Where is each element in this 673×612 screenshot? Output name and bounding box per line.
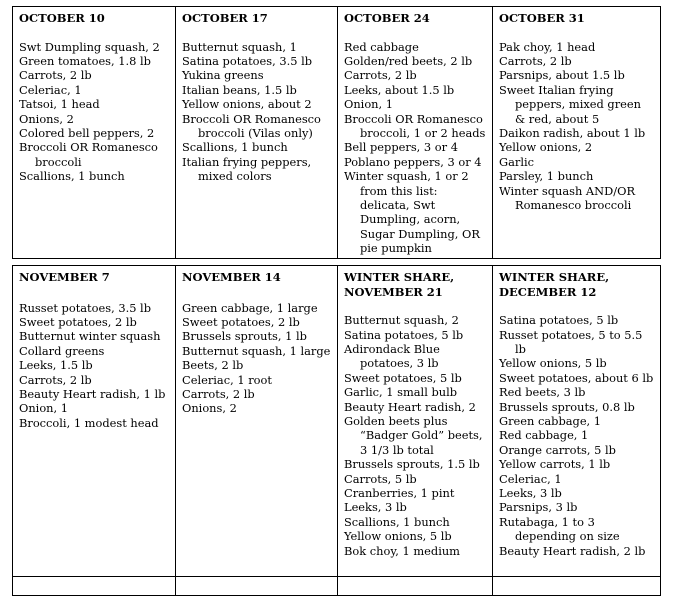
produce-item: Colored bell peppers, 2: [19, 126, 155, 141]
produce-item: Yellow onions, about 2: [182, 97, 312, 112]
produce-item: Red cabbage: [344, 39, 419, 54]
produce-item: Carrots, 2 lb: [344, 68, 417, 83]
week-header: NOVEMBER 14: [182, 270, 281, 284]
produce-item: Leeks, about 1.5 lb: [344, 82, 455, 97]
produce-item: Butternut winter squash: [19, 329, 161, 344]
produce-item: Parsnips, 3 lb: [499, 500, 578, 515]
produce-item: Italian beans, 1.5 lb: [182, 82, 297, 97]
produce-item: Butternut squash, 2: [344, 313, 459, 328]
week-header: OCTOBER 17: [182, 11, 268, 25]
produce-item: Scallions, 1 bunch: [19, 169, 125, 184]
produce-item: Red cabbage, 1: [499, 428, 589, 443]
produce-item: Bok choy, 1 medium: [344, 543, 460, 558]
produce-item: Carrots, 2 lb: [499, 54, 572, 68]
produce-item: Parsley, 1 bunch: [499, 169, 594, 184]
produce-item: Scallions, 1 bunch: [182, 140, 288, 155]
week-cell-nov-21-winter: [338, 266, 493, 577]
empty-cell: [176, 577, 338, 596]
item-list: [499, 313, 654, 558]
item-list: [344, 313, 486, 558]
week-header: WINTER SHARE, DECEMBER 12: [499, 270, 610, 299]
schedule-table-top: [12, 6, 661, 259]
produce-item: Brussels sprouts, 0.8 lb: [499, 399, 635, 414]
produce-item: Orange carrots, 5 lb: [499, 442, 616, 457]
produce-item: Tatsoi, 1 head: [19, 97, 100, 112]
produce-item: Carrots, 5 lb: [344, 471, 417, 486]
empty-cell: [493, 577, 661, 596]
produce-item: Onions, 2: [182, 401, 237, 416]
produce-item: Rutabaga, 1 to 3 depending on size: [499, 514, 620, 544]
produce-item: Broccoli OR Romanesco broccoli: [19, 140, 158, 169]
produce-item: Satina potatoes, 5 lb: [499, 313, 619, 328]
week-cell-dec-12-winter: [493, 266, 661, 577]
week-cell-nov-14: [176, 266, 338, 577]
week-cell-nov-7: [13, 266, 176, 577]
produce-item: Winter squash, 1 or 2 from this list: delicata, Swt Dumpling, acorn, Sugar Dumpling, OR pie pumpkin: [344, 169, 480, 256]
produce-item: Beauty Heart radish, 2 lb: [499, 543, 646, 558]
produce-item: Sweet potatoes, 5 lb: [344, 370, 462, 385]
produce-item: Yellow onions, 5 lb: [344, 529, 452, 544]
produce-item: Brussels sprouts, 1.5 lb: [344, 457, 480, 472]
week-cell-oct-17: [176, 7, 338, 259]
produce-item: Yellow carrots, 1 lb: [499, 457, 611, 472]
produce-item: Carrots, 2 lb: [182, 387, 255, 402]
produce-item: Sweet potatoes, 2 lb: [182, 315, 300, 329]
empty-row: [13, 577, 661, 596]
produce-item: Broccoli OR Romanesco broccoli (Vilas only): [182, 111, 321, 141]
produce-item: Yukina greens: [182, 68, 264, 83]
produce-item: Beauty Heart radish, 1 lb: [19, 387, 166, 402]
produce-item: Celeriac, 1: [499, 471, 562, 486]
produce-item: Butternut squash, 1: [182, 39, 297, 54]
produce-item: Russet potatoes, 3.5 lb: [19, 300, 151, 315]
produce-item: Garlic, 1 small bulb: [344, 385, 458, 400]
produce-item: Italian frying peppers, mixed colors: [182, 154, 312, 184]
produce-item: Swt Dumpling squash, 2: [19, 39, 160, 54]
produce-item: Pak choy, 1 head: [499, 39, 596, 54]
produce-item: Russet potatoes, 5 to 5.5 lb: [499, 327, 643, 356]
produce-item: Yellow onions, 2: [499, 140, 593, 155]
produce-item: Onion, 1: [19, 401, 68, 416]
item-list: [19, 40, 169, 184]
week-header: WINTER SHARE, NOVEMBER 21: [344, 270, 455, 299]
produce-item: Parsnips, about 1.5 lb: [499, 68, 625, 83]
produce-item: Carrots, 2 lb: [19, 68, 92, 83]
week-header: OCTOBER 31: [499, 11, 585, 25]
produce-item: Scallions, 1 bunch: [344, 514, 450, 529]
produce-item: Collard greens: [19, 343, 105, 358]
produce-item: Carrots, 2 lb: [19, 372, 92, 387]
week-header: OCTOBER 10: [19, 11, 105, 25]
produce-item: Bell peppers, 3 or 4: [344, 140, 458, 155]
produce-item: Sweet potatoes, 2 lb: [19, 315, 137, 329]
week-cell-oct-24: [338, 7, 493, 259]
empty-cell: [338, 577, 493, 596]
produce-item: Leeks, 3 lb: [344, 500, 407, 515]
item-list: [344, 40, 486, 256]
produce-item: Garlic: [499, 154, 535, 169]
produce-item: Beauty Heart radish, 2: [344, 399, 476, 414]
produce-item: Golden beets plus “Badger Gold” beets, 3 1/3 lb total: [344, 414, 483, 457]
produce-item: Green cabbage, 1 large: [182, 300, 318, 315]
produce-item: Broccoli OR Romanesco broccoli, 1 or 2 heads: [344, 111, 486, 141]
produce-item: Satina potatoes, 3.5 lb: [182, 54, 313, 68]
week-cell-oct-31: [493, 7, 661, 259]
produce-item: Celeriac, 1 root: [182, 372, 272, 387]
item-list: [19, 301, 169, 431]
week-cell-oct-10: [13, 7, 176, 259]
produce-item: Onions, 2: [19, 111, 74, 126]
item-list: [182, 40, 331, 184]
schedule-table-bottom: [12, 265, 661, 596]
produce-item: Broccoli, 1 modest head: [19, 415, 159, 430]
produce-item: Brussels sprouts, 1 lb: [182, 329, 307, 344]
item-list: [182, 301, 331, 416]
produce-item: Golden/red beets, 2 lb: [344, 54, 473, 68]
produce-item: Green cabbage, 1: [499, 414, 602, 429]
produce-item: Poblano peppers, 3 or 4: [344, 154, 482, 169]
week-header: NOVEMBER 7: [19, 270, 110, 284]
produce-item: Satina potatoes, 5 lb: [344, 327, 464, 342]
produce-item: Daikon radish, about 1 lb: [499, 126, 646, 141]
produce-item: Yellow onions, 5 lb: [499, 356, 607, 371]
produce-item: Butternut squash, 1 large: [182, 343, 331, 358]
produce-item: Leeks, 1.5 lb: [19, 358, 93, 373]
produce-item: Celeriac, 1: [19, 82, 82, 97]
produce-item: Beets, 2 lb: [182, 358, 244, 373]
produce-item: Sweet potatoes, about 6 lb: [499, 370, 654, 385]
produce-item: Red beets, 3 lb: [499, 385, 586, 400]
empty-cell: [13, 577, 176, 596]
produce-item: Adirondack Blue potatoes, 3 lb: [344, 342, 440, 371]
week-header: OCTOBER 24: [344, 11, 430, 25]
produce-item: Cranberries, 1 pint: [344, 486, 455, 501]
produce-item: Onion, 1: [344, 97, 393, 112]
produce-item: Leeks, 3 lb: [499, 486, 562, 501]
produce-item: Sweet Italian frying peppers, mixed green & red, about 5: [499, 82, 641, 126]
item-list: [499, 40, 654, 213]
produce-item: Winter squash AND/OR Romanesco broccoli: [499, 183, 636, 213]
produce-item: Green tomatoes, 1.8 lb: [19, 54, 151, 68]
